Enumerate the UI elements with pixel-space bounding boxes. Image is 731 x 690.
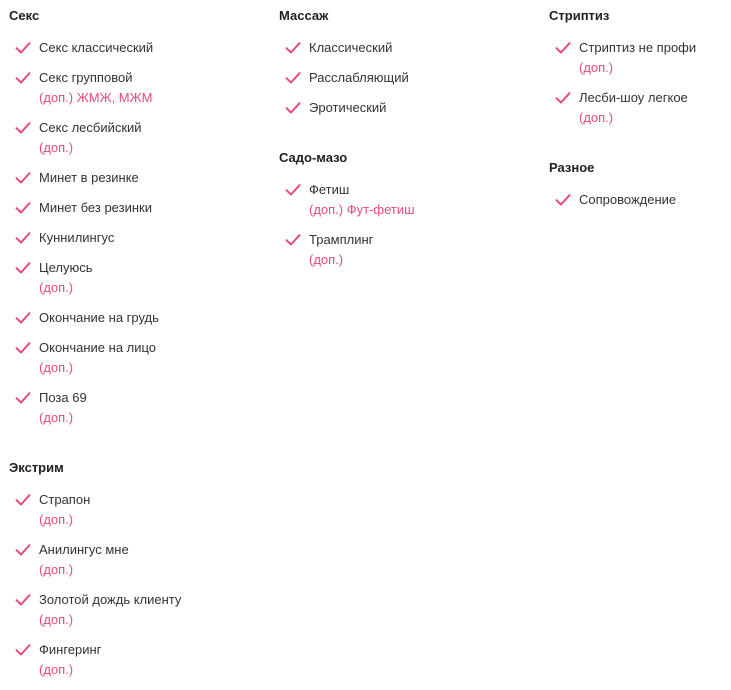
service-item bbox=[9, 118, 239, 158]
column-3 bbox=[549, 0, 731, 220]
service-label: Сопровождение bbox=[579, 192, 677, 207]
checkmark-icon bbox=[15, 261, 31, 275]
checkmark-icon bbox=[15, 201, 31, 215]
service-label: Окончание на грудь bbox=[39, 310, 159, 325]
checkmark-icon bbox=[15, 493, 31, 507]
service-item bbox=[9, 228, 239, 248]
service-item bbox=[9, 640, 239, 680]
service-group bbox=[549, 160, 731, 210]
checkmark-icon bbox=[15, 71, 31, 85]
service-label: Целуюсь bbox=[39, 260, 93, 275]
service-note: (доп.) bbox=[39, 612, 74, 627]
checkmark-icon bbox=[15, 643, 31, 657]
checkmark-icon bbox=[15, 121, 31, 135]
service-item bbox=[9, 540, 239, 580]
service-label: Эротический bbox=[309, 100, 387, 115]
service-label: Страпон bbox=[39, 492, 91, 507]
service-label: Куннилингус bbox=[39, 230, 115, 245]
service-note: (доп.) bbox=[39, 140, 74, 155]
service-note: (доп.) bbox=[39, 410, 74, 425]
service-label: Минет в резинке bbox=[39, 170, 139, 185]
service-label: Лесби-шоу легкое bbox=[579, 90, 688, 105]
checkmark-icon bbox=[15, 593, 31, 607]
service-group bbox=[549, 8, 731, 152]
group-title: Массаж bbox=[279, 8, 329, 23]
service-item bbox=[9, 388, 239, 428]
service-item bbox=[279, 230, 509, 270]
service-item bbox=[9, 198, 239, 218]
service-item bbox=[9, 38, 239, 58]
service-label: Минет без резинки bbox=[39, 200, 152, 215]
service-group bbox=[279, 8, 509, 142]
service-list bbox=[279, 38, 509, 118]
service-note: (доп.) Фут-фетиш bbox=[309, 202, 415, 217]
service-label: Окончание на лицо bbox=[39, 340, 157, 355]
column-1 bbox=[9, 0, 239, 690]
service-note: (доп.) bbox=[39, 280, 74, 295]
service-item bbox=[549, 88, 731, 128]
service-label: Стриптиз не профи bbox=[579, 40, 697, 55]
group-title: Разное bbox=[549, 160, 595, 175]
checkmark-icon bbox=[285, 71, 301, 85]
checkmark-icon bbox=[15, 231, 31, 245]
service-item bbox=[549, 38, 731, 78]
service-note: (доп.) bbox=[579, 110, 614, 125]
checkmark-icon bbox=[285, 233, 301, 247]
service-group bbox=[9, 8, 239, 452]
service-label: Анилингус мне bbox=[39, 542, 129, 557]
checkmark-icon bbox=[15, 341, 31, 355]
service-group bbox=[279, 150, 509, 270]
service-item bbox=[9, 68, 239, 108]
service-list bbox=[549, 190, 731, 210]
service-label: Фетиш bbox=[309, 182, 350, 197]
checkmark-icon bbox=[285, 41, 301, 55]
group-title: Секс bbox=[9, 8, 40, 23]
service-list bbox=[9, 38, 239, 428]
service-note: (доп.) bbox=[39, 662, 74, 677]
service-note: (доп.) bbox=[39, 562, 74, 577]
service-label: Поза 69 bbox=[39, 390, 87, 405]
service-item bbox=[279, 68, 509, 88]
service-label: Золотой дождь клиенту bbox=[39, 592, 182, 607]
checkmark-icon bbox=[15, 171, 31, 185]
checkmark-icon bbox=[15, 41, 31, 55]
service-label: Фингеринг bbox=[39, 642, 102, 657]
group-title: Стриптиз bbox=[549, 8, 610, 23]
service-list bbox=[9, 490, 239, 680]
service-label: Секс классический bbox=[39, 40, 154, 55]
service-label: Секс групповой bbox=[39, 70, 133, 85]
service-note: (доп.) bbox=[39, 360, 74, 375]
checkmark-icon bbox=[555, 91, 571, 105]
service-note: (доп.) bbox=[309, 252, 344, 267]
service-label: Секс лесбийский bbox=[39, 120, 142, 135]
checkmark-icon bbox=[555, 193, 571, 207]
service-label: Классический bbox=[309, 40, 393, 55]
group-title: Садо-мазо bbox=[279, 150, 348, 165]
service-note: (доп.) ЖМЖ, МЖМ bbox=[39, 90, 153, 105]
service-item bbox=[279, 38, 509, 58]
group-title: Экстрим bbox=[9, 460, 64, 475]
service-label: Расслабляющий bbox=[309, 70, 409, 85]
service-note: (доп.) bbox=[39, 512, 74, 527]
service-note: (доп.) bbox=[579, 60, 614, 75]
checkmark-icon bbox=[285, 183, 301, 197]
service-list bbox=[279, 180, 509, 270]
service-item bbox=[279, 180, 509, 220]
service-group bbox=[9, 460, 239, 680]
service-item bbox=[279, 98, 509, 118]
service-label: Трамплинг bbox=[309, 232, 374, 247]
checkmark-icon bbox=[15, 311, 31, 325]
service-item bbox=[549, 190, 731, 210]
service-item bbox=[9, 338, 239, 378]
checkmark-icon bbox=[555, 41, 571, 55]
service-list bbox=[549, 38, 731, 128]
column-2 bbox=[279, 0, 509, 280]
service-item bbox=[9, 308, 239, 328]
service-item bbox=[9, 258, 239, 298]
service-item bbox=[9, 168, 239, 188]
checkmark-icon bbox=[15, 543, 31, 557]
checkmark-icon bbox=[285, 101, 301, 115]
checkmark-icon bbox=[15, 391, 31, 405]
service-item bbox=[9, 590, 239, 630]
service-item bbox=[9, 490, 239, 530]
